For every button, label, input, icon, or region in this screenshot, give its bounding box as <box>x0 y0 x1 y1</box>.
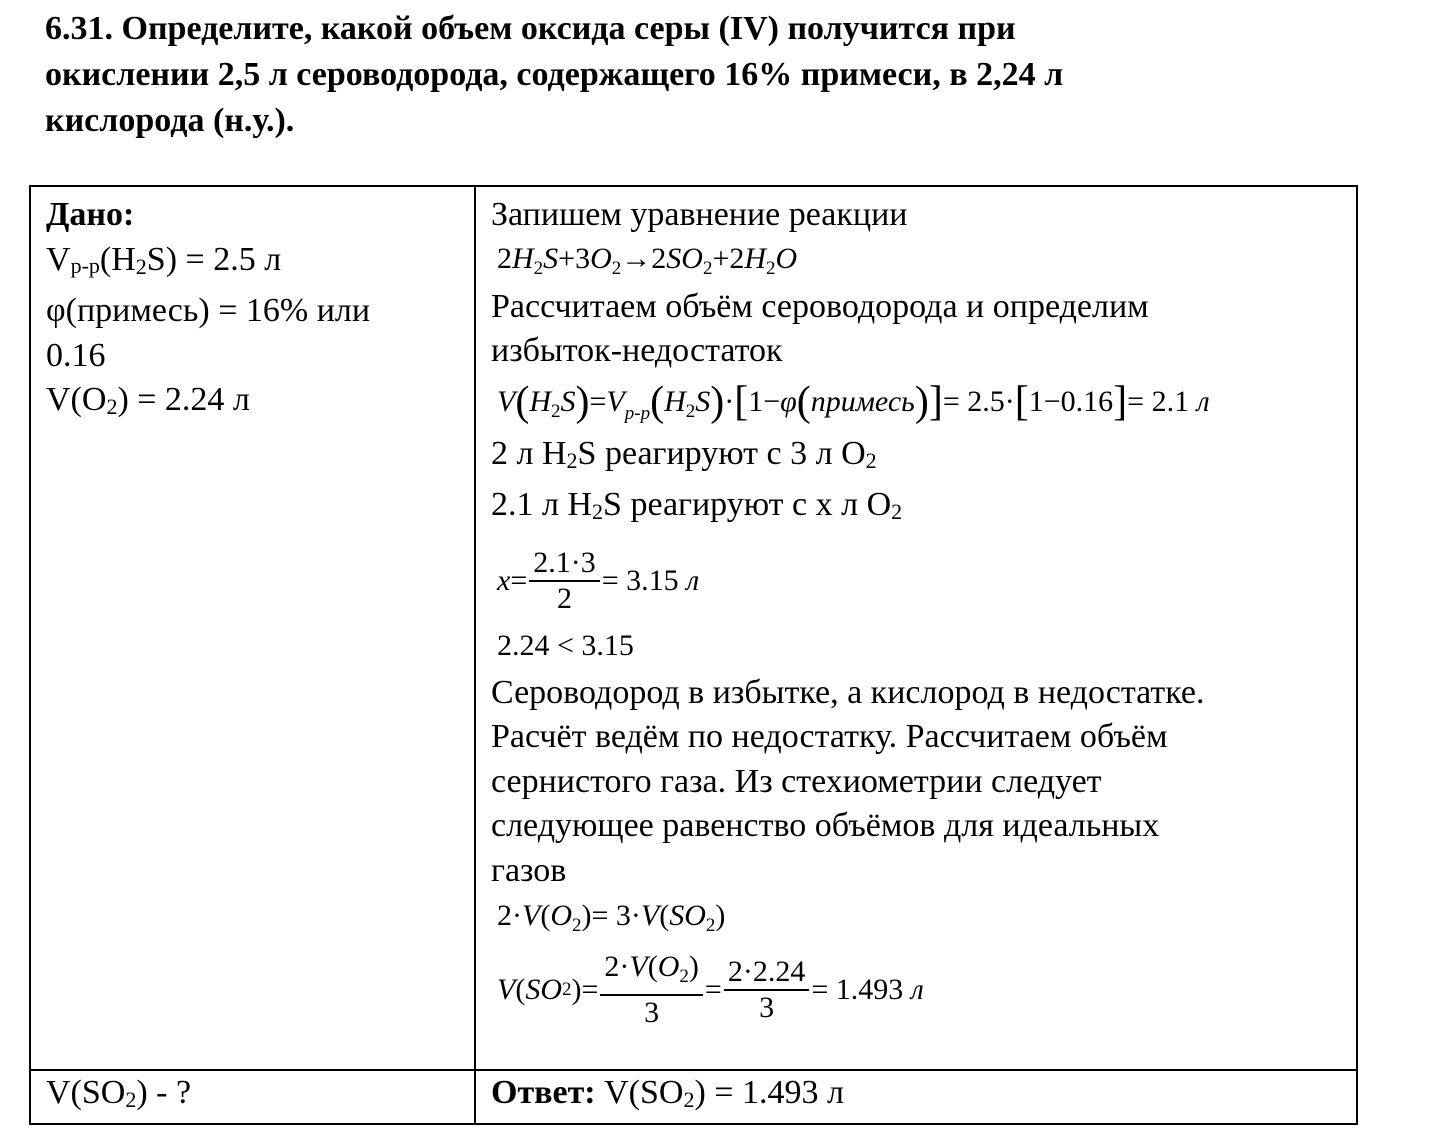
x-fraction: $\frac{2.1\cdot 3}{2}$ <box>531 546 598 616</box>
conclusion-line-1: Сероводород в избытке, а кислород в недостатке. <box>491 673 1205 711</box>
x-fraction-formula: x = $\frac{2.1\cdot 3}{2}$ = 3.15 л <box>497 545 700 615</box>
answer-cell <box>475 1070 1357 1124</box>
given-heading: Дано: <box>46 196 135 233</box>
given-impurity-line-1: φ(примесь) = 16% или <box>46 292 371 329</box>
find-cell <box>30 1070 475 1124</box>
problem-line-3: кислорода (н.у.). <box>45 102 295 139</box>
volume-comparison: 2.24 < 3.15 <box>497 628 634 662</box>
conclusion-line-5: газов <box>491 851 567 889</box>
given-impurity-line-2: 0.16 <box>46 336 106 374</box>
solution-table <box>29 185 1358 1125</box>
reaction-equation: $2H_2S+3O_2\to 2SO_2+2H_2O$ <box>497 241 798 279</box>
solution-cell <box>475 186 1357 1070</box>
so2-volume-formula: V ( SO 2 ) = $\frac{2\cdot V(O_2)}{3}$ = $\frac{2\cdot 2.24}{3}$ = 1.493 л <box>497 950 924 1029</box>
so2-fraction-1: $\frac{2\cdot V(O_2)}{3}$ <box>602 950 701 1030</box>
conclusion-line-4: следующее равенство объёмов для идеальных <box>491 807 1160 844</box>
given-solution-volume: Vр-р(H2S) = 2.5 л <box>46 240 282 279</box>
given-oxygen-volume: V(O2) = 2.24 л <box>46 381 250 419</box>
answer-line: Ответ: V(SO2) = 1.493 л <box>491 1074 844 1112</box>
step-write-equation: Запишем уравнение реакции <box>491 196 908 233</box>
find-value: V(SO2) - ? <box>46 1074 192 1112</box>
conclusion-line-3: сернистого газа. Из стехиометрии следует <box>491 762 1102 800</box>
so2-fraction-2: $\frac{2\cdot 2.24}{3}$ <box>726 955 808 1025</box>
conclusion-line-2: Расчёт ведём по недостатку. Рассчитаем объём <box>491 718 1168 755</box>
h2s-volume-formula: $V(H_2S)=V_{р-р}(H_2S)\cdot[1-\varphi(примесь)]= 2.5\cdot[1-0.16]= 2.1$ л <box>497 378 1210 425</box>
ratio-line-1: 2 л H2S реагируют с 3 л O2 <box>491 434 877 473</box>
ratio-line-2: 2.1 л H2S реагируют с x л O2 <box>491 486 903 524</box>
problem-statement <box>45 6 1375 144</box>
step-calc-line-2: избыток-недостаток <box>491 332 783 369</box>
problem-line-1: 6.31. Определите, какой объем оксида серы (IV) получится при <box>45 10 1016 47</box>
step-calc-line-1: Рассчитаем объём сероводорода и определим <box>491 287 1149 325</box>
stoichiometry-equation: $2\cdot V(O_2)= 3\cdot V(SO_2)$ <box>497 899 726 936</box>
problem-line-2: окислении 2,5 л сероводорода, содержащего 16% примеси, в 2,24 л <box>45 56 1064 93</box>
answer-label: Ответ: <box>491 1074 596 1111</box>
given-cell <box>30 186 475 1070</box>
